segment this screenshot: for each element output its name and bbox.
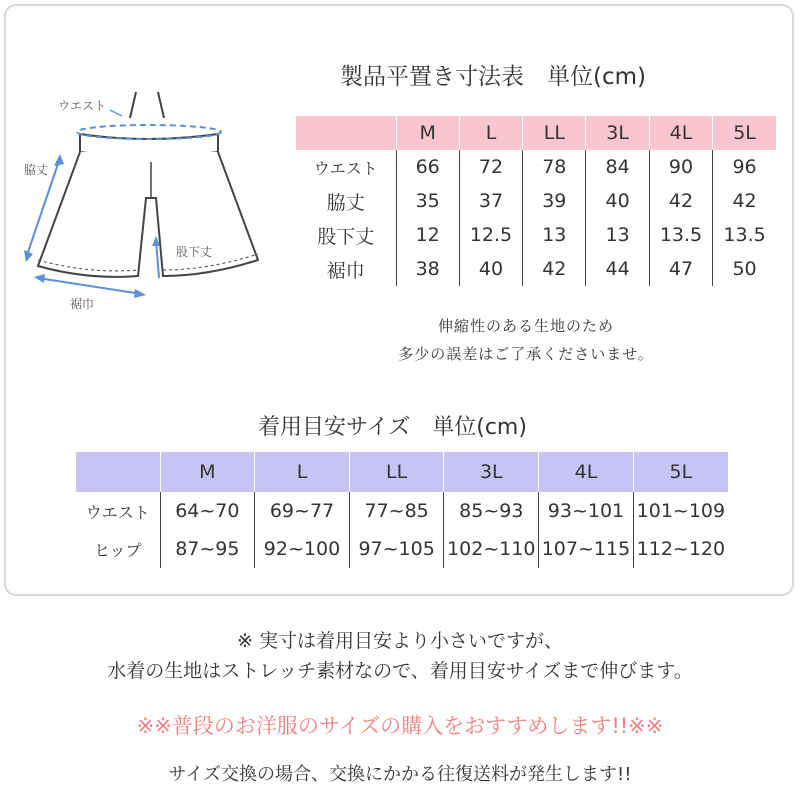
table-cell: 78 xyxy=(523,150,586,184)
product-table-title: 製品平置き寸法表 単位(cm) xyxy=(340,64,646,90)
table-header-row xyxy=(76,452,728,492)
table-cell: 39 xyxy=(523,184,586,218)
fit-size-table xyxy=(76,452,728,568)
header-cell: LL xyxy=(523,116,586,150)
table-cell: 42 xyxy=(523,252,586,286)
header-cell: L xyxy=(459,116,522,150)
strap-right xyxy=(158,92,164,118)
table-cell: 72 xyxy=(459,150,522,184)
hem-width-arrow xyxy=(38,278,142,294)
table-row xyxy=(76,530,728,568)
note-line: 多少の誤差はご了承くださいませ。 xyxy=(398,345,654,363)
row-label: ヒップ xyxy=(93,540,142,560)
header-cell: LL xyxy=(349,452,444,492)
table-cell: 35 xyxy=(396,184,459,218)
table-cell: 12 xyxy=(396,218,459,252)
recommendation-warning: ※※普段のお洋服のサイズの購入をおすすめします!!※※ xyxy=(136,714,664,738)
table-cell: 40 xyxy=(586,184,649,218)
diagram-label-side: 脇丈 xyxy=(24,163,49,177)
table-cell: 13 xyxy=(586,218,649,252)
table-cell: 37 xyxy=(459,184,522,218)
diagram-label-inseam: 股下丈 xyxy=(176,245,213,259)
table-cell: 66 xyxy=(396,150,459,184)
row-label: 股下丈 xyxy=(317,225,375,248)
row-label: ウエスト xyxy=(85,502,150,522)
table-row xyxy=(296,252,776,286)
table-cell: 107~115 xyxy=(539,530,634,568)
shorts-body xyxy=(38,152,258,277)
diagram-label-hem: 裾巾 xyxy=(70,297,95,311)
header-cell: M xyxy=(396,116,459,150)
exchange-shipping-note: サイズ交換の場合、交換にかかる往復送料が発生します!! xyxy=(168,764,632,785)
table-cell: 92~100 xyxy=(255,530,350,568)
actual-size-note xyxy=(0,626,800,686)
table-cell: 96 xyxy=(713,150,776,184)
table-cell: 13.5 xyxy=(713,218,776,252)
header-cell: 4L xyxy=(649,116,712,150)
table-cell: 13.5 xyxy=(649,218,712,252)
waist-dashed-loop xyxy=(77,125,221,139)
table-row xyxy=(76,492,728,530)
header-cell: 5L xyxy=(633,452,728,492)
footer-line: ※ 実寸は着用目安より小さいですが、 xyxy=(237,630,563,652)
stretch-note xyxy=(356,312,696,368)
table-cell: 90 xyxy=(649,150,712,184)
table-cell: 38 xyxy=(396,252,459,286)
product-size-table xyxy=(296,116,776,286)
table-cell: 87~95 xyxy=(160,530,255,568)
table-cell: 42 xyxy=(713,184,776,218)
table-cell: 13 xyxy=(523,218,586,252)
diagram-label-waist: ウエスト xyxy=(58,99,107,113)
table-cell: 77~85 xyxy=(349,492,444,530)
waist-pointer xyxy=(110,110,122,116)
strap-left xyxy=(130,92,136,118)
note-line: 伸縮性のある生地のため xyxy=(437,317,614,335)
table-cell: 12.5 xyxy=(459,218,522,252)
table-header-row xyxy=(296,116,776,150)
header-cell: M xyxy=(160,452,255,492)
table-cell: 97~105 xyxy=(349,530,444,568)
header-cell: 3L xyxy=(444,452,539,492)
table-cell: 44 xyxy=(586,252,649,286)
table-row xyxy=(296,184,776,218)
table-row xyxy=(296,218,776,252)
table-cell: 93~101 xyxy=(539,492,634,530)
row-label: ウエスト xyxy=(313,158,378,178)
table-cell: 42 xyxy=(649,184,712,218)
table-cell: 40 xyxy=(459,252,522,286)
table-cell: 47 xyxy=(649,252,712,286)
header-cell: 4L xyxy=(539,452,634,492)
footer-line: 水着の生地はストレッチ素材なので、着用目安サイズまで伸びます。 xyxy=(107,660,693,682)
table-cell: 84 xyxy=(586,150,649,184)
header-cell xyxy=(76,452,160,492)
table-cell: 102~110 xyxy=(444,530,539,568)
header-cell: L xyxy=(255,452,350,492)
header-cell: 3L xyxy=(586,116,649,150)
header-cell xyxy=(296,116,396,150)
table-cell: 69~77 xyxy=(255,492,350,530)
shorts-measurement-diagram xyxy=(18,88,288,328)
table-row xyxy=(296,150,776,184)
table-cell: 101~109 xyxy=(633,492,728,530)
table-cell: 112~120 xyxy=(633,530,728,568)
fit-table-title: 着用目安サイズ 単位(cm) xyxy=(258,415,527,440)
row-label: 裾巾 xyxy=(326,259,365,282)
header-cell: 5L xyxy=(713,116,776,150)
row-label: 脇丈 xyxy=(326,191,365,214)
table-cell: 50 xyxy=(713,252,776,286)
table-cell: 64~70 xyxy=(160,492,255,530)
table-cell: 85~93 xyxy=(444,492,539,530)
